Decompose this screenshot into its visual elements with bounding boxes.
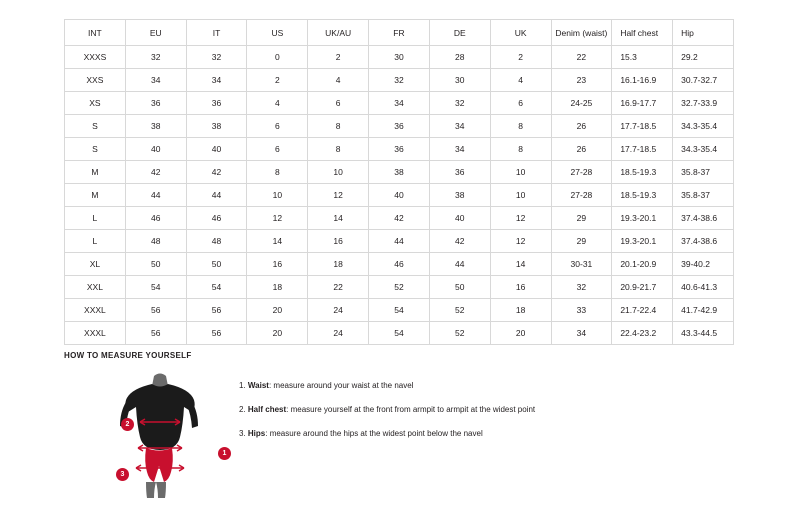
badge-half-chest: 2 [121, 418, 134, 431]
cell-it: 34 [186, 69, 247, 92]
cell-denim-waist: 27-28 [551, 161, 612, 184]
cell-uk: 8 [490, 115, 551, 138]
cell-us: 14 [247, 230, 308, 253]
cell-hip: 43.3-44.5 [673, 322, 734, 345]
table-header-row [65, 20, 734, 46]
cell-uk-au: 4 [308, 69, 369, 92]
measure-step-half-chest [239, 404, 719, 416]
table-row [65, 92, 734, 115]
cell-de: 28 [429, 46, 490, 69]
cell-hip: 39-40.2 [673, 253, 734, 276]
measure-steps-list [239, 380, 719, 452]
size-chart-container [64, 19, 734, 345]
cell-us: 4 [247, 92, 308, 115]
cell-it: 50 [186, 253, 247, 276]
measure-step-term: Hips [247, 429, 266, 438]
table-row [65, 207, 734, 230]
cell-eu: 54 [125, 276, 186, 299]
table-row [65, 322, 734, 345]
measure-step-text: : measure around the hips at the widest point below the navel [265, 429, 483, 438]
cell-denim-waist: 26 [551, 138, 612, 161]
cell-hip: 40.6-41.3 [673, 276, 734, 299]
table-row [65, 253, 734, 276]
table-row [65, 184, 734, 207]
how-to-measure-title: HOW TO MEASURE YOURSELF [64, 351, 192, 360]
column-header-us: US [247, 20, 308, 46]
cell-denim-waist: 32 [551, 276, 612, 299]
cell-us: 12 [247, 207, 308, 230]
cell-hip: 41.7-42.9 [673, 299, 734, 322]
cell-uk: 6 [490, 92, 551, 115]
cell-denim-waist: 34 [551, 322, 612, 345]
cell-half-chest: 21.7-22.4 [612, 299, 673, 322]
cell-denim-waist: 33 [551, 299, 612, 322]
cell-us: 0 [247, 46, 308, 69]
cell-fr: 36 [369, 138, 430, 161]
cell-fr: 30 [369, 46, 430, 69]
column-header-uk-au: UK/AU [308, 20, 369, 46]
cell-uk-au: 8 [308, 138, 369, 161]
cell-fr: 40 [369, 184, 430, 207]
cell-half-chest: 20.9-21.7 [612, 276, 673, 299]
table-row [65, 115, 734, 138]
cell-uk-au: 6 [308, 92, 369, 115]
cell-fr: 38 [369, 161, 430, 184]
cell-int: S [65, 115, 126, 138]
cell-it: 42 [186, 161, 247, 184]
cell-hip: 34.3-35.4 [673, 138, 734, 161]
table-row [65, 46, 734, 69]
cell-int: S [65, 138, 126, 161]
cell-it: 56 [186, 322, 247, 345]
cell-eu: 50 [125, 253, 186, 276]
cell-us: 2 [247, 69, 308, 92]
cell-de: 40 [429, 207, 490, 230]
cell-de: 44 [429, 253, 490, 276]
cell-int: XXS [65, 69, 126, 92]
cell-fr: 46 [369, 253, 430, 276]
cell-it: 44 [186, 184, 247, 207]
cell-de: 50 [429, 276, 490, 299]
mannequin-illustration [94, 370, 227, 500]
cell-uk: 10 [490, 184, 551, 207]
cell-int: XL [65, 253, 126, 276]
cell-uk-au: 10 [308, 161, 369, 184]
cell-hip: 37.4-38.6 [673, 207, 734, 230]
cell-hip: 34.3-35.4 [673, 115, 734, 138]
cell-uk: 4 [490, 69, 551, 92]
cell-half-chest: 22.4-23.2 [612, 322, 673, 345]
cell-uk: 10 [490, 161, 551, 184]
cell-it: 54 [186, 276, 247, 299]
cell-uk-au: 8 [308, 115, 369, 138]
cell-it: 46 [186, 207, 247, 230]
cell-eu: 44 [125, 184, 186, 207]
cell-eu: 40 [125, 138, 186, 161]
cell-fr: 34 [369, 92, 430, 115]
cell-uk: 12 [490, 207, 551, 230]
cell-int: L [65, 207, 126, 230]
column-header-it: IT [186, 20, 247, 46]
cell-fr: 44 [369, 230, 430, 253]
badge-hips: 3 [116, 468, 129, 481]
cell-hip: 37.4-38.6 [673, 230, 734, 253]
cell-int: L [65, 230, 126, 253]
cell-us: 10 [247, 184, 308, 207]
cell-it: 56 [186, 299, 247, 322]
cell-int: XXXL [65, 322, 126, 345]
cell-fr: 36 [369, 115, 430, 138]
cell-de: 52 [429, 299, 490, 322]
measure-step-term: Half chest [247, 405, 287, 414]
cell-uk: 12 [490, 230, 551, 253]
measure-step-number: 1. [239, 381, 246, 390]
cell-de: 32 [429, 92, 490, 115]
cell-de: 34 [429, 115, 490, 138]
cell-it: 32 [186, 46, 247, 69]
cell-uk-au: 22 [308, 276, 369, 299]
cell-it: 38 [186, 115, 247, 138]
cell-denim-waist: 30-31 [551, 253, 612, 276]
how-to-measure-section [64, 351, 734, 478]
cell-us: 20 [247, 299, 308, 322]
table-header [65, 20, 734, 46]
column-header-fr: FR [369, 20, 430, 46]
cell-us: 8 [247, 161, 308, 184]
cell-uk: 16 [490, 276, 551, 299]
column-header-eu: EU [125, 20, 186, 46]
cell-it: 48 [186, 230, 247, 253]
cell-de: 36 [429, 161, 490, 184]
cell-int: M [65, 184, 126, 207]
cell-it: 36 [186, 92, 247, 115]
measure-step-waist [239, 380, 719, 392]
cell-denim-waist: 23 [551, 69, 612, 92]
cell-eu: 46 [125, 207, 186, 230]
cell-hip: 35.8-37 [673, 161, 734, 184]
table-row [65, 161, 734, 184]
cell-half-chest: 19.3-20.1 [612, 230, 673, 253]
cell-half-chest: 16.1-16.9 [612, 69, 673, 92]
measure-step-text: : measure around your waist at the navel [268, 381, 414, 390]
mannequin-svg [94, 370, 224, 500]
cell-half-chest: 18.5-19.3 [612, 184, 673, 207]
cell-denim-waist: 29 [551, 230, 612, 253]
measure-step-term: Waist [247, 381, 269, 390]
cell-eu: 56 [125, 299, 186, 322]
column-header-int: INT [65, 20, 126, 46]
cell-us: 18 [247, 276, 308, 299]
cell-uk: 2 [490, 46, 551, 69]
cell-uk: 14 [490, 253, 551, 276]
cell-hip: 29.2 [673, 46, 734, 69]
cell-uk-au: 16 [308, 230, 369, 253]
cell-fr: 54 [369, 299, 430, 322]
cell-half-chest: 18.5-19.3 [612, 161, 673, 184]
cell-int: XXXL [65, 299, 126, 322]
column-header-half-chest: Half chest [612, 20, 673, 46]
cell-hip: 30.7-32.7 [673, 69, 734, 92]
measure-step-number: 2. [239, 405, 246, 414]
cell-de: 30 [429, 69, 490, 92]
cell-half-chest: 20.1-20.9 [612, 253, 673, 276]
cell-it: 40 [186, 138, 247, 161]
measure-step-text: : measure yourself at the front from armpit to armpit at the widest point [286, 405, 536, 414]
column-header-de: DE [429, 20, 490, 46]
table-row [65, 138, 734, 161]
cell-de: 52 [429, 322, 490, 345]
column-header-uk: UK [490, 20, 551, 46]
cell-us: 6 [247, 138, 308, 161]
cell-half-chest: 19.3-20.1 [612, 207, 673, 230]
table-row [65, 276, 734, 299]
cell-int: M [65, 161, 126, 184]
cell-de: 34 [429, 138, 490, 161]
cell-denim-waist: 24-25 [551, 92, 612, 115]
cell-uk-au: 24 [308, 322, 369, 345]
size-chart-table [64, 19, 734, 345]
column-header-denim-waist: Denim (waist) [551, 20, 612, 46]
table-row [65, 299, 734, 322]
cell-denim-waist: 29 [551, 207, 612, 230]
column-header-hip: Hip [673, 20, 734, 46]
cell-uk: 18 [490, 299, 551, 322]
cell-eu: 34 [125, 69, 186, 92]
cell-hip: 35.8-37 [673, 184, 734, 207]
cell-fr: 52 [369, 276, 430, 299]
cell-eu: 56 [125, 322, 186, 345]
cell-half-chest: 17.7-18.5 [612, 115, 673, 138]
cell-int: XXL [65, 276, 126, 299]
cell-denim-waist: 22 [551, 46, 612, 69]
cell-half-chest: 17.7-18.5 [612, 138, 673, 161]
cell-us: 16 [247, 253, 308, 276]
cell-eu: 48 [125, 230, 186, 253]
cell-de: 42 [429, 230, 490, 253]
cell-hip: 32.7-33.9 [673, 92, 734, 115]
cell-eu: 36 [125, 92, 186, 115]
cell-uk-au: 14 [308, 207, 369, 230]
cell-eu: 38 [125, 115, 186, 138]
cell-half-chest: 15.3 [612, 46, 673, 69]
cell-uk-au: 24 [308, 299, 369, 322]
table-row [65, 230, 734, 253]
cell-eu: 32 [125, 46, 186, 69]
cell-int: XXXS [65, 46, 126, 69]
measure-step-number: 3. [239, 429, 246, 438]
cell-fr: 32 [369, 69, 430, 92]
cell-uk: 8 [490, 138, 551, 161]
cell-fr: 54 [369, 322, 430, 345]
cell-us: 20 [247, 322, 308, 345]
cell-fr: 42 [369, 207, 430, 230]
cell-de: 38 [429, 184, 490, 207]
cell-uk: 20 [490, 322, 551, 345]
cell-eu: 42 [125, 161, 186, 184]
cell-denim-waist: 27-28 [551, 184, 612, 207]
cell-uk-au: 18 [308, 253, 369, 276]
badge-waist: 1 [218, 447, 231, 460]
cell-int: XS [65, 92, 126, 115]
table-row [65, 69, 734, 92]
cell-denim-waist: 26 [551, 115, 612, 138]
cell-uk-au: 2 [308, 46, 369, 69]
cell-us: 6 [247, 115, 308, 138]
cell-half-chest: 16.9-17.7 [612, 92, 673, 115]
measure-step-hips [239, 428, 719, 440]
table-body [65, 46, 734, 345]
cell-uk-au: 12 [308, 184, 369, 207]
